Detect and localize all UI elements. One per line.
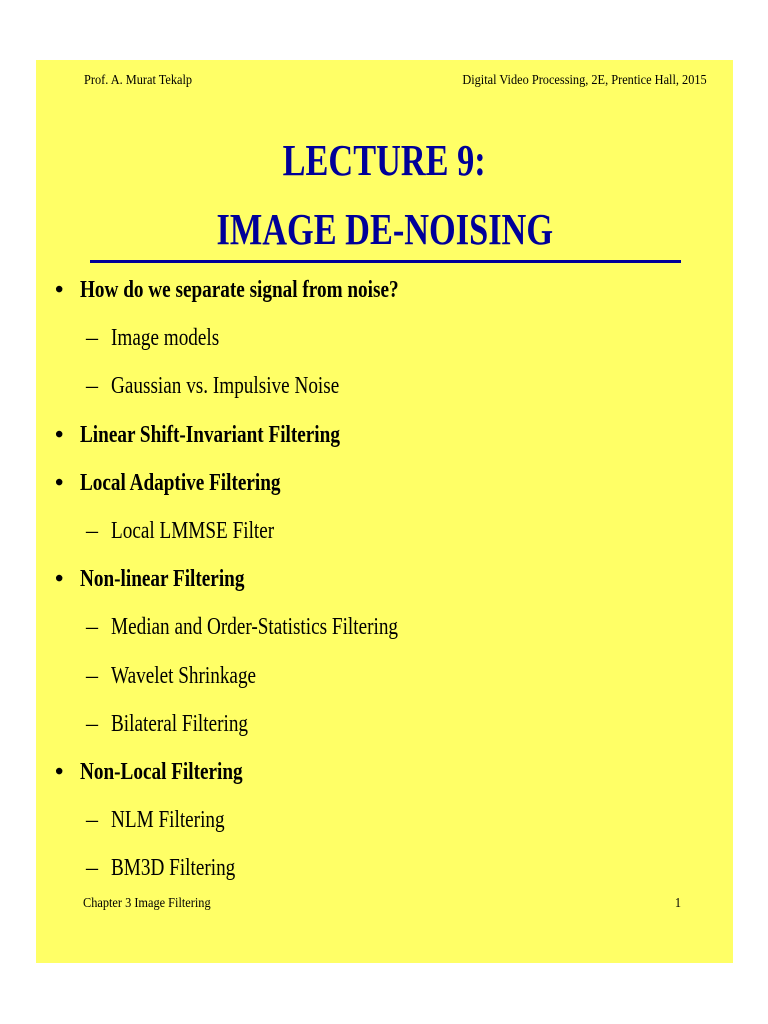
- bullet-marker: •: [55, 422, 64, 448]
- sub-bullet-text: Wavelet Shrinkage: [111, 663, 257, 689]
- dash-marker: –: [86, 325, 98, 351]
- footer-chapter: Chapter 3 Image Filtering: [83, 896, 211, 911]
- dash-marker: –: [86, 518, 98, 544]
- header-book: Digital Video Processing, 2E, Prentice Hall, 2015: [462, 73, 707, 88]
- sub-bullet-text: BM3D Filtering: [111, 855, 236, 881]
- title-underline: [90, 260, 681, 263]
- bullet-text: Linear Shift-Invariant Filtering: [80, 422, 340, 448]
- bullet-text: Non-linear Filtering: [80, 566, 245, 592]
- dash-marker: –: [86, 663, 98, 689]
- dash-marker: –: [86, 855, 98, 881]
- dash-marker: –: [86, 614, 98, 640]
- lecture-subtitle: IMAGE DE-NOISING: [216, 205, 553, 254]
- dash-marker: –: [86, 373, 98, 399]
- sub-bullet-text: Gaussian vs. Impulsive Noise: [111, 373, 340, 399]
- slide: [36, 60, 733, 963]
- sub-bullet-text: Bilateral Filtering: [111, 711, 249, 737]
- bullet-text: Local Adaptive Filtering: [80, 470, 281, 496]
- bullet-marker: •: [55, 470, 64, 496]
- bullet-marker: •: [55, 566, 64, 592]
- header-author: Prof. A. Murat Tekalp: [84, 73, 193, 88]
- bullet-marker: •: [55, 759, 64, 785]
- page-number: 1: [674, 896, 681, 911]
- sub-bullet-text: NLM Filtering: [111, 807, 225, 833]
- lecture-title: LECTURE 9:: [282, 136, 487, 185]
- bullet-text: Non-Local Filtering: [80, 759, 243, 785]
- bullet-marker: •: [55, 277, 64, 303]
- sub-bullet-text: Median and Order-Statistics Filtering: [111, 614, 399, 640]
- sub-bullet-text: Image models: [111, 325, 220, 351]
- dash-marker: –: [86, 807, 98, 833]
- dash-marker: –: [86, 711, 98, 737]
- bullet-text: How do we separate signal from noise?: [80, 277, 399, 303]
- sub-bullet-text: Local LMMSE Filter: [111, 518, 275, 544]
